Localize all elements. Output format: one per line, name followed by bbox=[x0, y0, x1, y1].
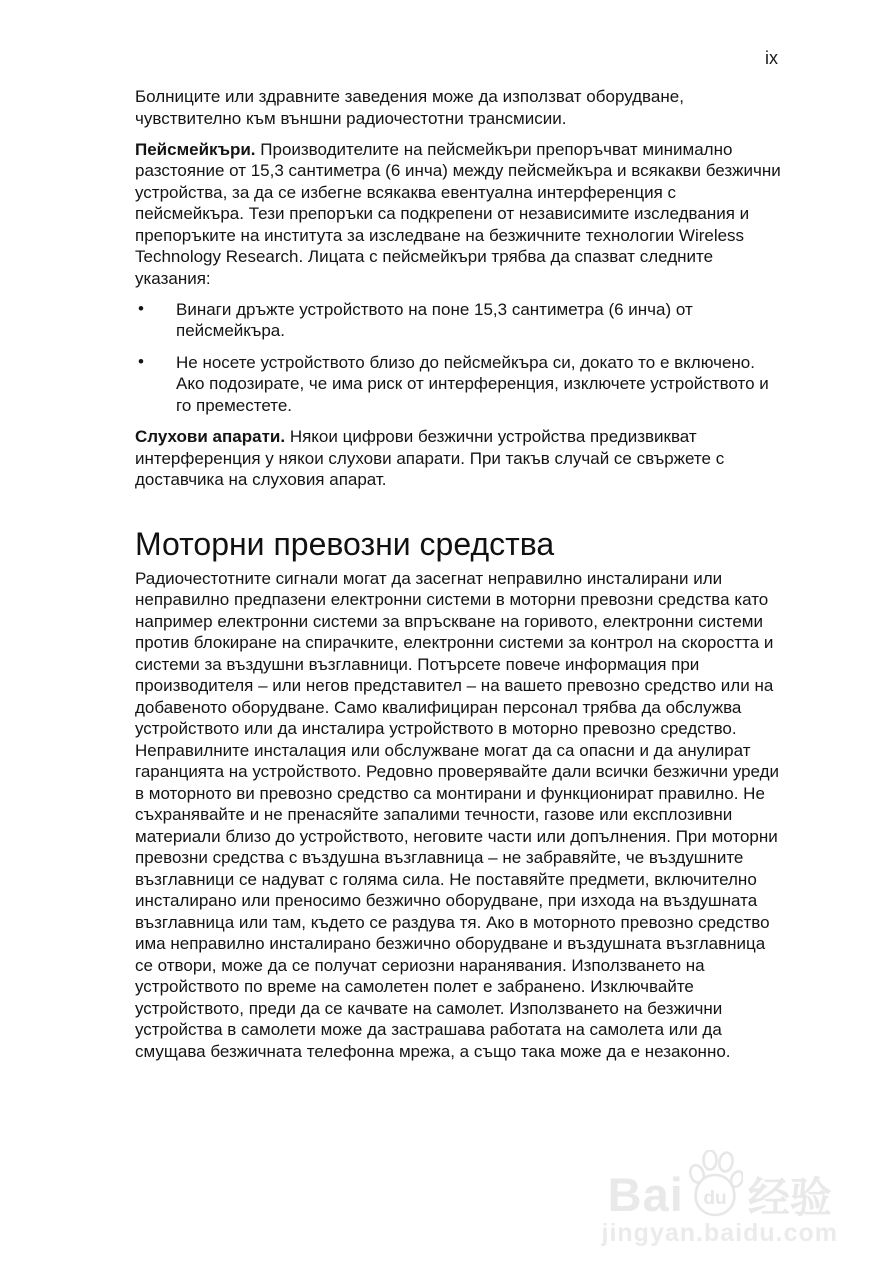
baidu-logo-du-text: du bbox=[703, 1188, 727, 1209]
baidu-watermark bbox=[602, 1150, 838, 1246]
hearing-aids-body-text: Някои цифрови безжични устройства предизвикват интерференция у някои слухови апарати. При такъв случай се свържете с доставчика на слуховия апарат. bbox=[135, 427, 725, 489]
paragraph-hearing-aids bbox=[135, 426, 781, 491]
list-item: • Винаги дръжте устройството на поне 15,3 сантиметра (6 инча) от пейсмейкъра. bbox=[135, 299, 781, 342]
baidu-logo-cn-text: 经验 bbox=[747, 1173, 832, 1223]
baidu-paw-icon bbox=[687, 1150, 743, 1218]
paragraph-hospitals-text: Болниците или здравните заведения може да използват оборудване, чувствително към външни радиочестотни трансмисии. bbox=[135, 87, 684, 128]
baidu-logo-bai-text: Bai bbox=[607, 1168, 684, 1222]
hearing-aids-lead-label: Слухови апарати. bbox=[135, 427, 286, 446]
list-item: • Не носете устройството близо до пейсмейкъра си, докато то е включено. Ако подозирате, че има риск от интерференция, изключете устройството и го преместете. bbox=[135, 352, 781, 417]
motor-vehicles-body-text: Радиочестотните сигнали могат да засегнат неправилно инсталирани или неправилно предпазени електронни системи в моторни превозни средства като например електронни системи за впръскване на горивото, електронни системи против блокиране на спирачките, електронни системи за контрол на скоростта и системи за въздушни възглавници. Потърсете повече информация при производителя – или негов представител – на вашето превозно средство или на добавеното оборудване. Само квалифициран персонал трябва да обслужва устройството или да инсталира устройството в моторно превозно средство. Неправилните инсталация или обслужване могат да са опасни и да анулират гаранцията на устройството. Редовно проверявайте дали всички безжични уреди в моторното ви превозно средство са монтирани и функционират правилно. Не съхранявайте и не пренасяйте запалими течности, газове или експлозивни материали близо до устройството, неговите части или допълнения. При моторни превозни средства с въздушна възглавница – не забравяйте, че въздушните възглавници се надуват с голяма сила. Не поставяйте предмети, включително инсталирано или преносимо безжично оборудване, при изхода на въздушната възглавница или там, където се раздува тя. Ако в моторното превозно средство има неправилно инсталирано безжично оборудване и въздушната възглавница се отвори, може да се получат сериозни наранявания. Използването на устройството по време на самолетен полет е забранено. Изключвайте устройството, преди да се качвате на самолет. Използването на безжични устройства в самолети може да застрашава работата на самолета или да смущава безжичната телефонна мрежа, а също така може да е незаконно. bbox=[135, 568, 780, 1061]
pacemakers-lead-label: Пейсмейкъри. bbox=[135, 139, 256, 159]
pacemakers-body-text: Производителите на пейсмейкъри препоръчват минимално разстояние от 15,3 сантиметра (6 инча) между пейсмейкъра и всякакви безжични устройства, за да се избегне всякаква евентуална интерференция с пейсмейкъра. Тези препоръки са подкрепени от независимите изследвания и препоръките на института за изследване на безжичните технологии Wireless Technology Research. Лицата с пейсмейкъри трябва да спазват следните указания: bbox=[135, 139, 781, 288]
paragraph-pacemakers bbox=[135, 139, 781, 290]
page-number: ix bbox=[765, 48, 778, 68]
baidu-watermark-url: jingyan.baidu.com bbox=[601, 1219, 838, 1247]
section-title: Моторни превозни средства bbox=[135, 525, 555, 562]
paragraph-motor-vehicles bbox=[135, 568, 781, 1063]
pacemaker-guidelines-list bbox=[135, 299, 781, 417]
paragraph-hospitals bbox=[135, 86, 781, 129]
page-content bbox=[135, 86, 781, 1072]
baidu-logo bbox=[602, 1150, 838, 1223]
